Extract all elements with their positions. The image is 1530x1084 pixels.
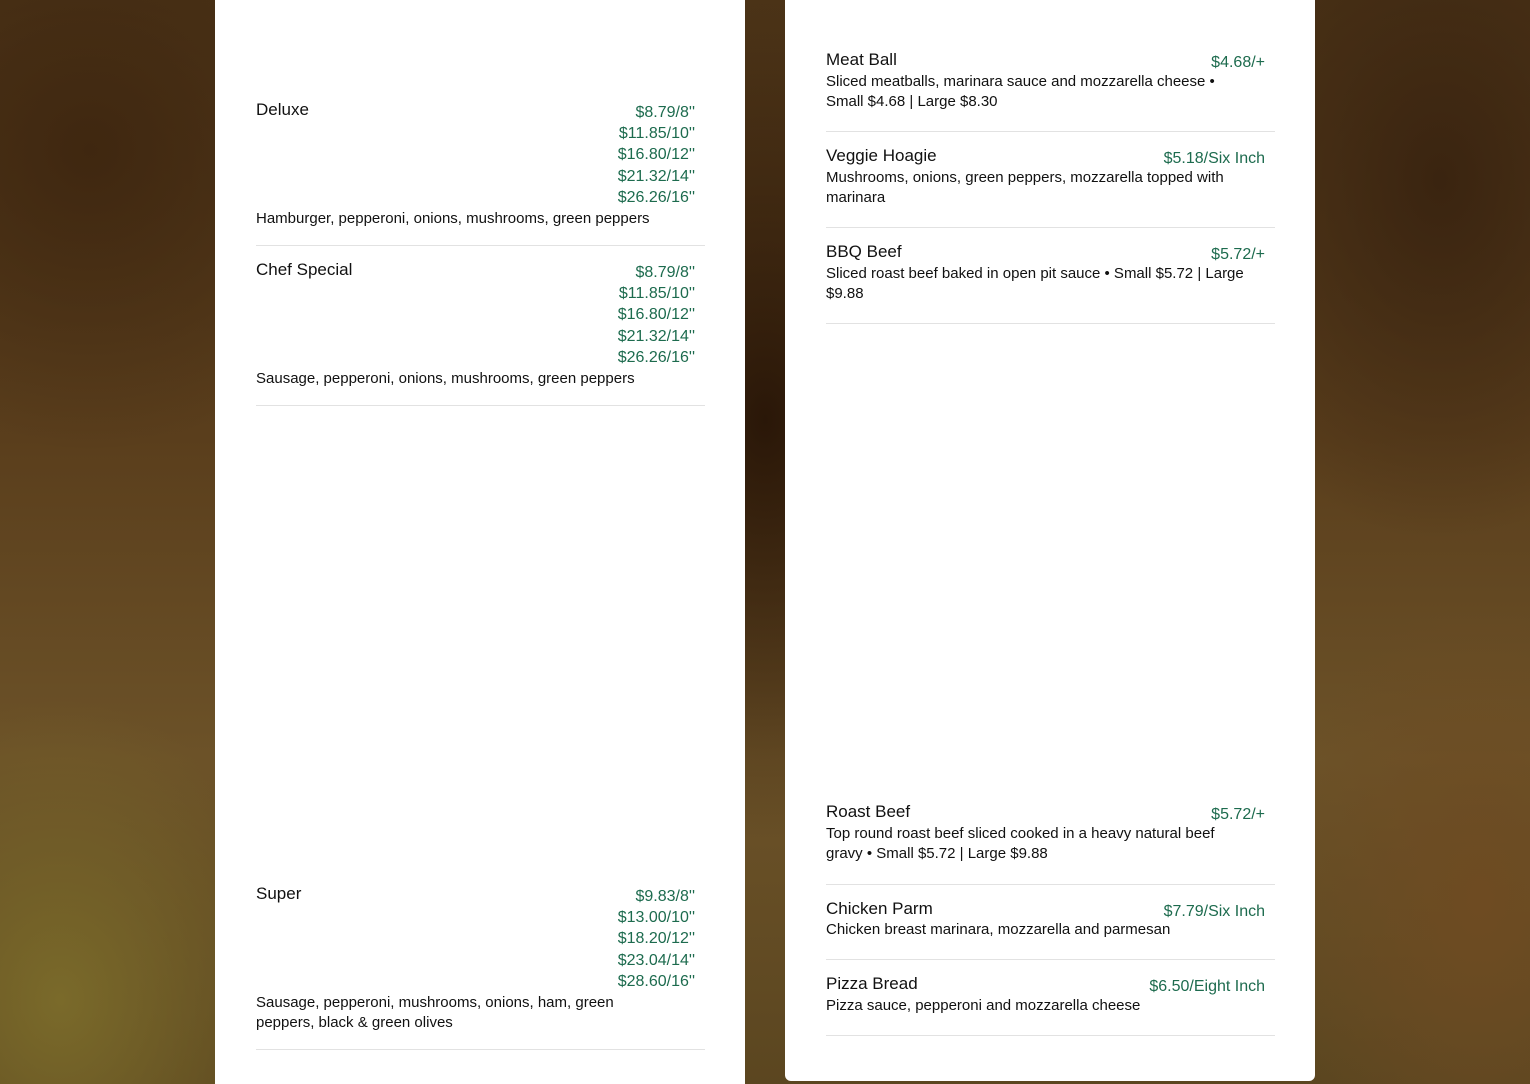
price-list — [618, 102, 695, 208]
menu-item-veggie-hoagie[interactable] — [826, 146, 1275, 228]
item-name: Pizza Bread — [826, 974, 918, 993]
price: $9.83/8'' — [635, 888, 695, 905]
price-list — [1211, 52, 1265, 73]
item-description: Chicken breast marinara, mozzarella and parmesan — [826, 921, 1171, 939]
item-name: Super — [256, 884, 302, 903]
price: $13.00/10'' — [617, 909, 695, 927]
price: $28.60/16'' — [617, 972, 695, 990]
price: $4.68/+ — [1211, 54, 1265, 71]
price-list — [1164, 148, 1265, 169]
menu-item-roast-beef[interactable] — [826, 802, 1275, 885]
price-list — [1211, 244, 1265, 265]
item-description: Sliced roast beef baked in open pit sauce • Small $5.72 | Large $9.88 — [826, 265, 1244, 303]
item-name: Chicken Parm — [826, 899, 933, 918]
menu-item-meat-ball[interactable] — [826, 50, 1275, 132]
price: $5.18/Six Inch — [1163, 150, 1265, 167]
price: $23.04/14'' — [617, 951, 695, 969]
price: $8.79/8'' — [635, 264, 695, 281]
price: $21.32/14'' — [617, 327, 695, 345]
item-description: Pizza sauce, pepperoni and mozzarella cheese — [826, 997, 1141, 1015]
item-description: Hamburger, pepperoni, onions, mushrooms, green peppers — [256, 210, 650, 228]
menu-item-bbq-beef[interactable] — [826, 242, 1275, 324]
item-name: Meat Ball — [826, 50, 897, 69]
price: $26.26/16'' — [617, 348, 695, 366]
item-name: Deluxe — [256, 100, 309, 119]
right-menu-panel — [785, 0, 1315, 1081]
price: $21.32/14'' — [617, 167, 695, 185]
item-description: Sliced meatballs, marinara sauce and mozzarella cheese • Small $4.68 | Large $8.30 — [826, 73, 1215, 111]
menu-item-chef-special[interactable] — [256, 260, 705, 406]
price: $26.26/16'' — [617, 188, 695, 206]
price-list — [618, 886, 695, 992]
price-list — [618, 262, 695, 368]
menu-item-deluxe[interactable] — [256, 100, 705, 246]
item-description: Mushrooms, onions, green peppers, mozzarella topped with marinara — [826, 169, 1224, 207]
price: $8.79/8'' — [635, 104, 695, 121]
price: $16.80/12'' — [617, 306, 695, 324]
price: $16.80/12'' — [617, 146, 695, 164]
price: $11.85/10'' — [618, 285, 695, 303]
menu-item-pizza-bread[interactable] — [826, 974, 1275, 1036]
item-description: Top round roast beef sliced cooked in a heavy natural beef gravy • Small $5.72 | Large $9.88 — [826, 825, 1215, 863]
menu-item-super[interactable] — [256, 884, 705, 1050]
item-description: Sausage, pepperoni, mushrooms, onions, ham, green peppers, black & green olives — [256, 994, 614, 1032]
price-list — [1149, 976, 1265, 997]
menu-item-chicken-parm[interactable] — [826, 899, 1275, 960]
price: $18.20/12'' — [617, 930, 695, 948]
price: $7.79/Six Inch — [1163, 903, 1265, 920]
price-list — [1164, 901, 1265, 922]
price-list — [1211, 804, 1265, 825]
item-description: Sausage, pepperoni, onions, mushrooms, green peppers — [256, 370, 635, 388]
price: $5.72/+ — [1211, 246, 1265, 263]
left-menu-panel — [215, 0, 745, 1084]
item-name: Chef Special — [256, 260, 353, 279]
price: $5.72/+ — [1211, 806, 1265, 823]
price: $11.85/10'' — [618, 125, 695, 143]
item-name: BBQ Beef — [826, 242, 902, 261]
item-name: Veggie Hoagie — [826, 146, 937, 165]
price: $6.50/Eight Inch — [1149, 978, 1265, 995]
item-name: Roast Beef — [826, 802, 911, 821]
